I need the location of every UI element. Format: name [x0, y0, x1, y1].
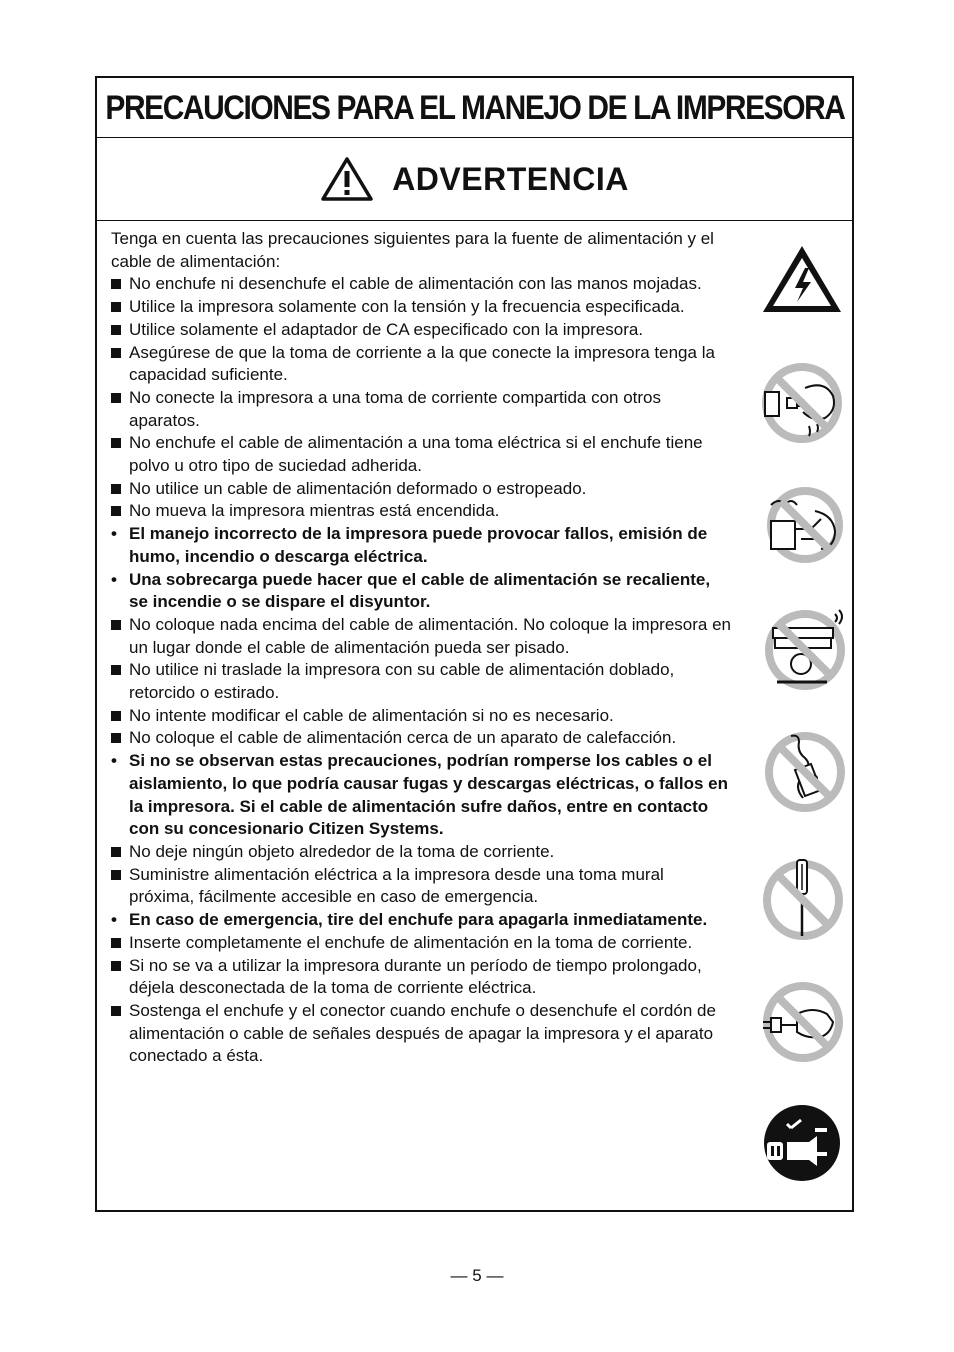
precaution-item	[111, 387, 731, 432]
item-text: No deje ningún objeto alrededor de la toma de corriente.	[129, 841, 555, 861]
electric-shock-warning-icon	[757, 238, 847, 328]
precaution-item	[111, 432, 731, 477]
square-marker	[111, 478, 125, 501]
item-text: Sostenga el enchufe y el conector cuando enchufe o desenchufe el cordón de alimentación o cable de señales después de apagar la impresora y el aparato conectado a ésta.	[129, 1000, 716, 1066]
square-marker	[111, 1000, 125, 1023]
square-marker	[111, 659, 125, 682]
warning-box	[95, 76, 854, 1212]
bullet-marker: •	[111, 751, 117, 771]
precaution-item	[111, 659, 731, 704]
bullet-note	[111, 750, 731, 841]
precautions-body	[111, 228, 731, 1068]
page-number: — 5 —	[450, 1266, 504, 1285]
no-heavy-objects-on-cable-icon	[757, 606, 847, 696]
precaution-item	[111, 932, 731, 955]
item-text: No intente modificar el cable de alimentación si no es necesario.	[129, 705, 614, 725]
precaution-item	[111, 319, 731, 342]
no-wet-hands-icon	[757, 358, 847, 448]
bullet-note	[111, 909, 731, 932]
warning-label: ADVERTENCIA	[392, 160, 629, 197]
item-text: El manejo incorrecto de la impresora puede provocar fallos, emisión de humo, incendio o descarga eléctrica.	[129, 524, 708, 566]
bullet-note	[111, 523, 731, 568]
precaution-item	[111, 614, 731, 659]
precaution-item	[111, 864, 731, 909]
bullet-marker: •	[111, 569, 117, 589]
item-text: No coloque el cable de alimentación cerca de un aparato de calefacción.	[129, 728, 677, 748]
square-marker	[111, 955, 125, 978]
no-bent-cable-icon	[757, 730, 847, 820]
item-text: En caso de emergencia, tire del enchufe para apagarla inmediatamente.	[129, 910, 708, 930]
square-marker	[111, 864, 125, 887]
square-marker	[111, 432, 125, 455]
item-text: Si no se va a utilizar la impresora durante un período de tiempo prolongado, déjela desconectada de la toma de corriente eléctrica.	[129, 955, 702, 998]
square-marker	[111, 342, 125, 365]
title-row	[97, 78, 852, 138]
square-marker	[111, 841, 125, 864]
precaution-item	[111, 342, 731, 387]
precaution-item	[111, 705, 731, 728]
item-text: Inserte completamente el enchufe de alimentación en la toma de corriente.	[129, 932, 693, 952]
square-marker	[111, 500, 125, 523]
no-dusty-plug-icon	[757, 483, 847, 573]
item-text: Suministre alimentación eléctrica a la impresora desde una toma mural próxima, fácilmente accesible en caso de emergencia.	[129, 864, 664, 907]
item-text: Asegúrese de que la toma de corriente a la que conecte la impresora tenga la capacidad suficiente.	[129, 342, 715, 385]
item-text: Si no se observan estas precauciones, podrían romperse los cables o el aislamiento, lo que podría causar fugas y descargas eléctricas, o fallos en la impresora. Si el cable de alimentación sufre daños, entre en contacto con su concesionario Citizen Systems.	[129, 751, 729, 839]
item-text: No enchufe ni desenchufe el cable de alimentación con las manos mojadas.	[129, 274, 702, 294]
square-marker	[111, 614, 125, 637]
unplug-icon	[757, 1098, 847, 1188]
square-marker	[111, 273, 125, 296]
item-text: Una sobrecarga puede hacer que el cable de alimentación se recaliente, se incendie o se dispare el disyuntor.	[129, 569, 711, 612]
item-text: No coloque nada encima del cable de alimentación. No coloque la impresora en un lugar donde el cable de alimentación pueda ser pisado.	[129, 614, 731, 657]
item-text: No mueva la impresora mientras está encendida.	[129, 501, 500, 521]
item-text: Utilice solamente el adaptador de CA especificado con la impresora.	[129, 319, 644, 339]
square-marker	[111, 296, 125, 319]
precaution-item	[111, 273, 731, 296]
intro-text: Tenga en cuenta las precauciones siguientes para la fuente de alimentación y el cable de alimentación:	[111, 229, 714, 271]
warning-header	[97, 138, 852, 221]
precautions-list	[111, 273, 731, 1068]
item-text: Utilice la impresora solamente con la tensión y la frecuencia especificada.	[129, 297, 685, 317]
bullet-marker: •	[111, 524, 117, 544]
item-text: No conecte la impresora a una toma de corriente compartida con otros aparatos.	[129, 387, 661, 430]
precaution-item	[111, 955, 731, 1000]
square-marker	[111, 727, 125, 750]
precaution-item	[111, 1000, 731, 1068]
square-marker	[111, 705, 125, 728]
no-disassembly-icon	[757, 856, 847, 946]
item-text: No utilice un cable de alimentación deformado o estropeado.	[129, 478, 587, 498]
bullet-note	[111, 569, 731, 614]
square-marker	[111, 932, 125, 955]
square-marker	[111, 387, 125, 410]
page-title: PRECAUCIONES PARA EL MANEJO DE LA IMPRESORA	[104, 89, 845, 127]
item-text: No enchufe el cable de alimentación a una toma eléctrica si el enchufe tiene polvo u otro tipo de suciedad adherida.	[129, 433, 703, 476]
precaution-item	[111, 296, 731, 319]
warning-triangle-icon	[320, 156, 374, 202]
precaution-item	[111, 478, 731, 501]
precaution-item	[111, 727, 731, 750]
precaution-item	[111, 500, 731, 523]
item-text: No utilice ni traslade la impresora con su cable de alimentación doblado, retorcido o estirado.	[129, 660, 675, 703]
precaution-item	[111, 841, 731, 864]
square-marker	[111, 319, 125, 342]
bullet-marker: •	[111, 910, 117, 930]
no-touch-plug-icon	[757, 978, 847, 1068]
